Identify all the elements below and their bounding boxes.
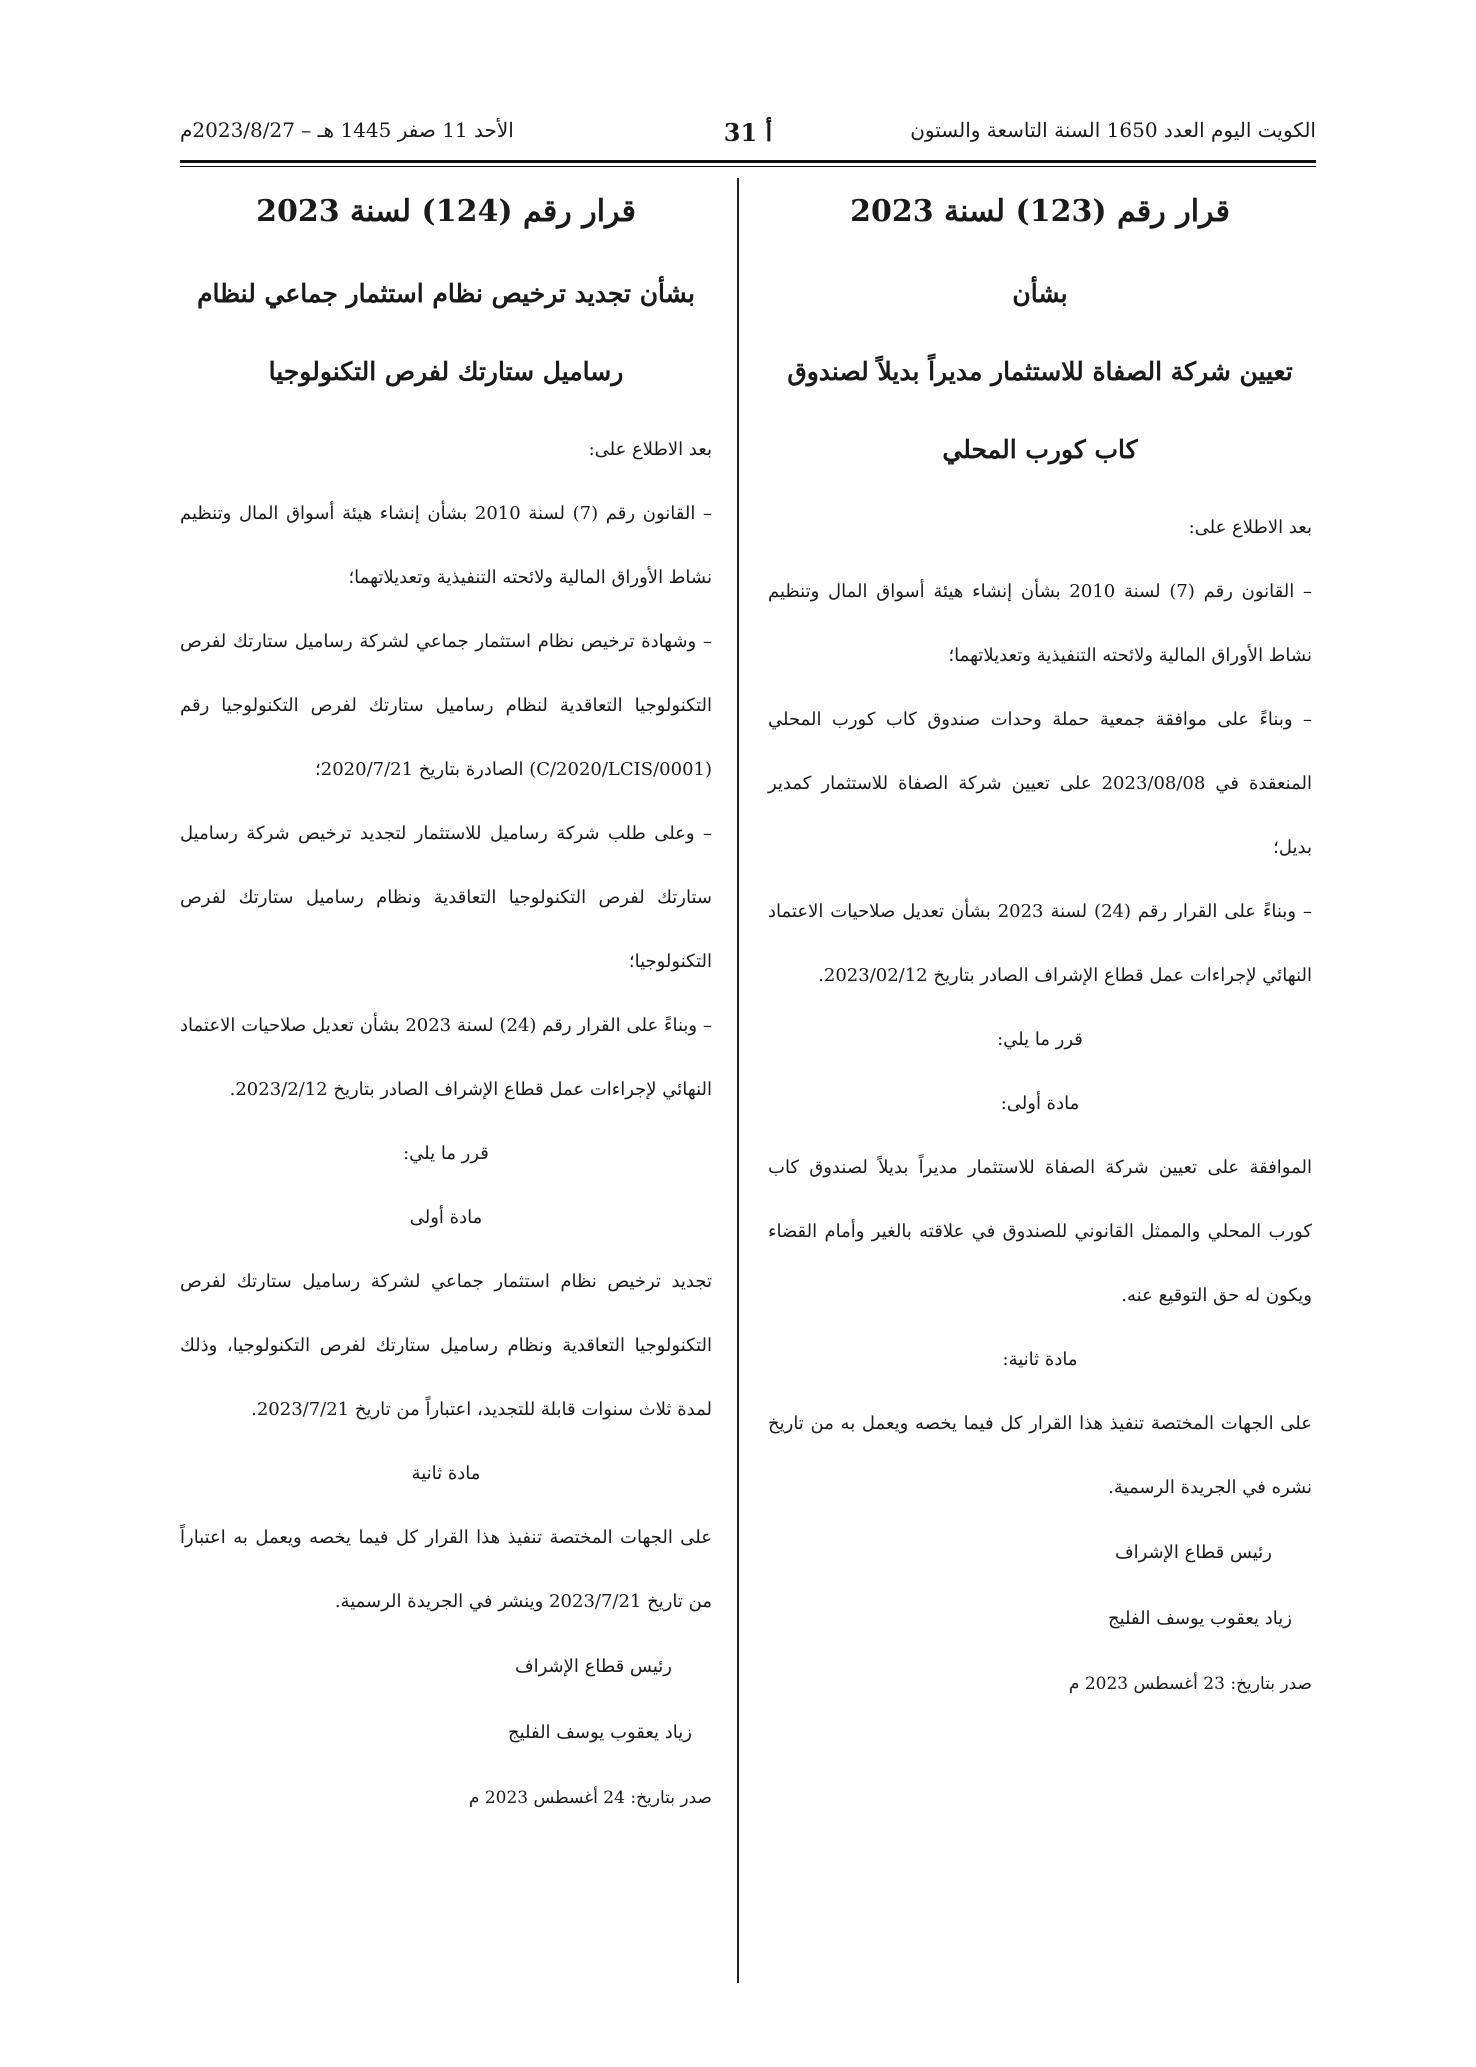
gazette-issue-info: الكويت اليوم العدد 1650 السنة التاسعة والستون [910, 118, 1316, 142]
decision-123-article-2-text: على الجهات المختصة تنفيذ هذا القرار كل فيما يخصه ويعمل به من تاريخ نشره في الجريدة الرسمية. [768, 1413, 1312, 1498]
decision-123-signatory-title: رئيس قطاع الإشراف [1114, 1542, 1272, 1563]
decision-124-subject-line1: بشأن تجديد ترخيص نظام استثمار جماعي لنظام [197, 279, 695, 308]
decision-124-clause-1: – القانون رقم (7) لسنة 2010 بشأن إنشاء هيئة أسواق المال وتنظيم نشاط الأوراق المالية ولائحته التنفيذية وتعديلاتهما؛ [180, 503, 712, 588]
decision-123-title: قرار رقم (123) لسنة 2023 [850, 194, 1230, 229]
decision-124-decided: قرر ما يلي: [403, 1143, 489, 1164]
decision-124-clause-2: – وشهادة ترخيص نظام استثمار جماعي لشركة رساميل ستارتك لفرص التكنولوجيا التعاقدية لنظام رساميل ستارتك لفرص التكنولوجيا رقم (C/2020/LCIS/0001) الصادرة بتاريخ 2020/7/21؛ [180, 631, 712, 780]
decision-123-article-2-label: مادة ثانية: [1002, 1349, 1078, 1370]
decision-123-decided: قرر ما يلي: [997, 1029, 1083, 1050]
decision-124-clause-3: – وعلى طلب شركة رساميل للاستثمار لتجديد ترخيص شركة رساميل ستارتك لفرص التكنولوجيا التعاقدية ونظام رساميل ستارتك لفرص التكنولوجيا؛ [180, 823, 712, 972]
decision-124-article-1-text: تجديد ترخيص نظام استثمار جماعي لشركة رساميل ستارتك لفرص التكنولوجيا التعاقدية ونظام رساميل ستارتك لفرص التكنولوجيا، وذلك لمدة ثلاث سنوات قابلة للتجديد، اعتباراً من تاريخ 2023/7/21. [180, 1271, 712, 1420]
decision-124-article-2-label: مادة ثانية [411, 1463, 481, 1484]
decision-124-subject-line2: رساميل ستارتك لفرص التكنولوجيا [268, 357, 624, 386]
decision-124-preamble: بعد الاطلاع على: [588, 439, 712, 460]
decision-123-clause-2: – وبناءً على موافقة جمعية حملة وحدات صندوق كاب كورب المحلي المنعقدة في 2023/08/08 على تعيين شركة الصفاة للاستثمار كمدير بديل؛ [768, 709, 1312, 858]
decision-124-column [180, 182, 712, 1830]
decision-123-article-1-text: الموافقة على تعيين شركة الصفاة للاستثمار مديراً بديلاً لصندوق كاب كورب المحلي والممثل القانوني للصندوق في علاقته بالغير وأمام القضاء ويكون له حق التوقيع عنه. [768, 1157, 1312, 1306]
decision-123-issued-date: صدر بتاريخ: 23 أغسطس 2023 م [1068, 1674, 1312, 1694]
decision-123-preamble: بعد الاطلاع على: [1188, 517, 1312, 538]
page-number: أ 31 [723, 118, 773, 147]
header-rule-thin [180, 166, 1316, 167]
page-header [180, 118, 1316, 158]
decision-123-clause-1: – القانون رقم (7) لسنة 2010 بشأن إنشاء هيئة أسواق المال وتنظيم نشاط الأوراق المالية ولائحته التنفيذية وتعديلاتهما؛ [768, 581, 1312, 666]
decision-123-column [768, 182, 1312, 1716]
column-divider [737, 178, 739, 1983]
decision-124-signatory-title: رئيس قطاع الإشراف [514, 1656, 672, 1677]
decision-124-clause-4: – وبناءً على القرار رقم (24) لسنة 2023 بشأن تعديل صلاحيات الاعتماد النهائي لإجراءات عمل قطاع الإشراف الصادر بتاريخ 2023/2/12. [180, 1015, 712, 1100]
decision-124-signatory-name: زياد يعقوب يوسف الفليج [507, 1722, 692, 1743]
decision-124-article-1-label: مادة أولى [409, 1207, 483, 1228]
decision-123-article-1-label: مادة أولى: [1000, 1093, 1080, 1114]
header-rule-thick [180, 160, 1316, 163]
decision-123-subject-line1: تعيين شركة الصفاة للاستثمار مديراً بديلاً لصندوق [787, 357, 1293, 386]
decision-124-title: قرار رقم (124) لسنة 2023 [256, 194, 636, 229]
decision-123-subject-line2: كاب كورب المحلي [942, 435, 1138, 464]
issue-date: الأحد 11 صفر 1445 هـ – 2023/8/27م [180, 118, 514, 142]
decision-124-article-2-text: على الجهات المختصة تنفيذ هذا القرار كل فيما يخصه ويعمل به اعتباراً من تاريخ 2023/7/21 وينشر في الجريدة الرسمية. [180, 1527, 712, 1612]
decision-123-clause-3: – وبناءً على القرار رقم (24) لسنة 2023 بشأن تعديل صلاحيات الاعتماد النهائي لإجراءات عمل قطاع الإشراف الصادر بتاريخ 2023/02/12. [768, 901, 1312, 986]
decision-123-signatory-name: زياد يعقوب يوسف الفليج [1107, 1608, 1292, 1629]
decision-124-issued-date: صدر بتاريخ: 24 أغسطس 2023 م [468, 1788, 712, 1808]
decision-123-subject-label: بشأن [1012, 279, 1068, 308]
